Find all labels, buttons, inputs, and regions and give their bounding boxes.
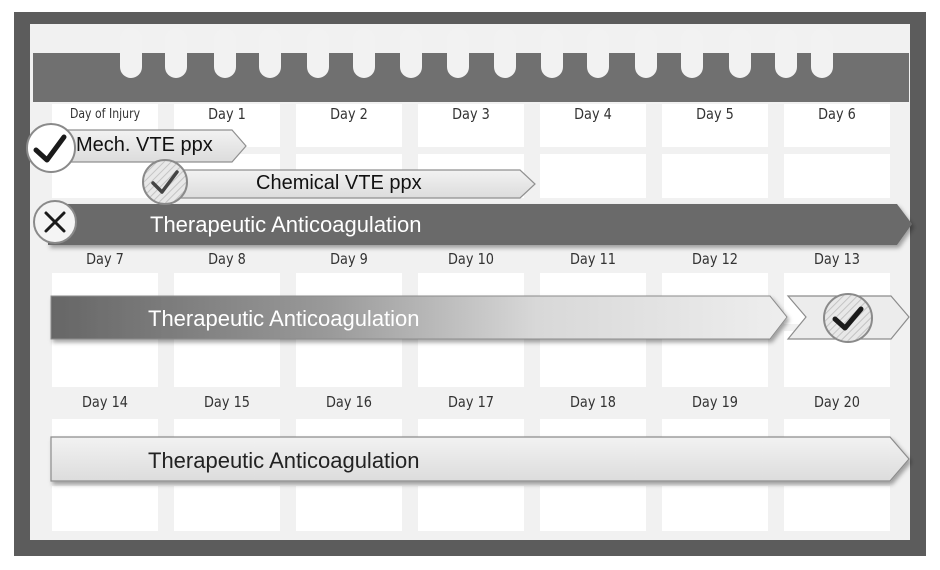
binder-ring bbox=[729, 28, 751, 78]
binder-ring bbox=[400, 28, 422, 78]
day-label: Day 7 bbox=[86, 250, 124, 268]
day-label: Day 14 bbox=[81, 393, 128, 411]
binder-ring bbox=[811, 28, 833, 78]
binder-ring bbox=[307, 28, 329, 78]
day-label: Day 1 bbox=[208, 105, 246, 123]
day-cell bbox=[52, 486, 158, 531]
day-label: Day 11 bbox=[569, 250, 616, 268]
day-cell bbox=[540, 154, 646, 198]
day-label: Day 4 bbox=[574, 105, 612, 123]
day-cell bbox=[784, 154, 890, 198]
day-label: Day 15 bbox=[203, 393, 250, 411]
day-label: Day 8 bbox=[208, 250, 246, 268]
day-cell bbox=[540, 486, 646, 531]
day-label: Day of Injury bbox=[69, 107, 141, 122]
binder-ring bbox=[494, 28, 516, 78]
day-label: Day 19 bbox=[691, 393, 738, 411]
day-label: Day 5 bbox=[696, 105, 734, 123]
therapeutic-week2-label: Therapeutic Anticoagulation bbox=[148, 306, 420, 331]
day-cell bbox=[296, 486, 402, 531]
day-label: Day 10 bbox=[447, 250, 494, 268]
day-label: Day 3 bbox=[452, 105, 490, 123]
binder-ring bbox=[447, 28, 469, 78]
day-label: Day 9 bbox=[330, 250, 368, 268]
binder-ring bbox=[120, 28, 142, 78]
mech-vte-label: Mech. VTE ppx bbox=[76, 134, 213, 156]
binder-ring bbox=[165, 28, 187, 78]
binder-ring bbox=[353, 28, 375, 78]
day-label: Day 16 bbox=[325, 393, 372, 411]
day-label: Day 2 bbox=[330, 105, 368, 123]
day-cell bbox=[662, 154, 768, 198]
binder-ring bbox=[259, 28, 281, 78]
binder-ring bbox=[681, 28, 703, 78]
binder-ring bbox=[214, 28, 236, 78]
day-cell bbox=[174, 486, 280, 531]
binder-ring bbox=[587, 28, 609, 78]
check-circle-icon bbox=[824, 294, 872, 342]
binder-ring bbox=[635, 28, 657, 78]
day-label: Day 20 bbox=[813, 393, 860, 411]
check-circle-icon bbox=[27, 124, 75, 172]
day-cell bbox=[784, 486, 890, 531]
day-label: Day 6 bbox=[818, 105, 856, 123]
binder-ring bbox=[775, 28, 797, 78]
binder-ring bbox=[541, 28, 563, 78]
check-circle-icon bbox=[143, 160, 187, 204]
chemical-vte-label: Chemical VTE ppx bbox=[256, 172, 422, 194]
day-label: Day 18 bbox=[569, 393, 616, 411]
day-cell bbox=[418, 486, 524, 531]
day-label: Day 12 bbox=[691, 250, 738, 268]
day-cell bbox=[662, 486, 768, 531]
day-label: Day 17 bbox=[447, 393, 494, 411]
cross-circle-icon bbox=[34, 201, 76, 243]
therapeutic-week3-label: Therapeutic Anticoagulation bbox=[148, 448, 420, 473]
day-label: Day 13 bbox=[813, 250, 860, 268]
therapeutic-week1-label: Therapeutic Anticoagulation bbox=[150, 212, 422, 237]
